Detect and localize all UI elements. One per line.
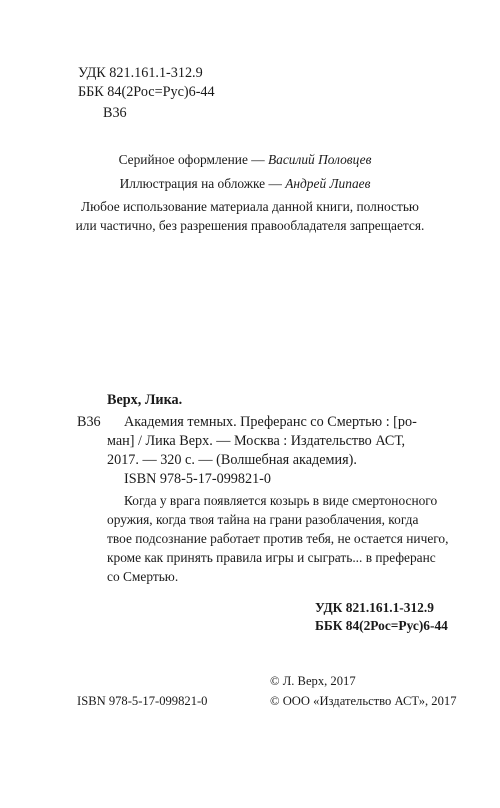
cover-illustration-name: Андрей Липаев — [285, 176, 371, 191]
series-design-credit — [60, 150, 430, 170]
author-mark-top: В36 — [103, 105, 127, 121]
copyright-notice-line-2: или частично, без разрешения правообладателя запрещается. — [75, 218, 425, 233]
annotation-line: твое подсознание работает против тебя, не остается ничего, — [107, 531, 449, 546]
annotation-line: Когда у врага появляется козырь в виде смертоносного — [124, 493, 438, 508]
series-design-name: Василий Половцев — [267, 152, 372, 167]
catalog-udk-code: УДК 821.161.1-312.9 — [315, 600, 434, 615]
annotation-line: кроме как принять правила игры и сыграть... в преферанс — [107, 550, 436, 565]
catalog-mark: В36 — [77, 414, 101, 430]
catalog-description-line: ман] / Лика Верх. — Москва : Издательство АСТ, — [107, 433, 406, 449]
copyright-publisher: © ООО «Издательство АСТ», 2017 — [270, 694, 457, 708]
annotation-line: оружия, когда твоя тайна на грани разоблачения, когда — [107, 512, 419, 527]
catalog-description-line: 2017. — 320 с. — (Волшебная академия). — [107, 452, 357, 468]
copyright-notice-line-1: Любое использование материала данной книги, полностью — [81, 199, 419, 214]
catalog-author-heading: Верх, Лика. — [107, 392, 183, 408]
bbk-code-top: ББК 84(2Рос=Рус)6-44 — [78, 84, 215, 100]
cover-illustration-label: Иллюстрация на обложке — — [119, 176, 286, 191]
catalog-description-line: Академия темных. Преферанс со Смертью : [ро- — [124, 414, 417, 430]
catalog-bbk-code: ББК 84(2Рос=Рус)6-44 — [315, 618, 448, 633]
udk-code-top: УДК 821.161.1-312.9 — [78, 65, 203, 81]
catalog-isbn: ISBN 978-5-17-099821-0 — [124, 471, 271, 487]
series-design-label: Серийное оформление — — [118, 152, 268, 167]
annotation-line: со Смертью. — [107, 569, 179, 584]
copyright-author: © Л. Верх, 2017 — [270, 674, 356, 688]
footer-isbn: ISBN 978-5-17-099821-0 — [77, 694, 208, 708]
cover-illustration-credit — [60, 174, 430, 194]
